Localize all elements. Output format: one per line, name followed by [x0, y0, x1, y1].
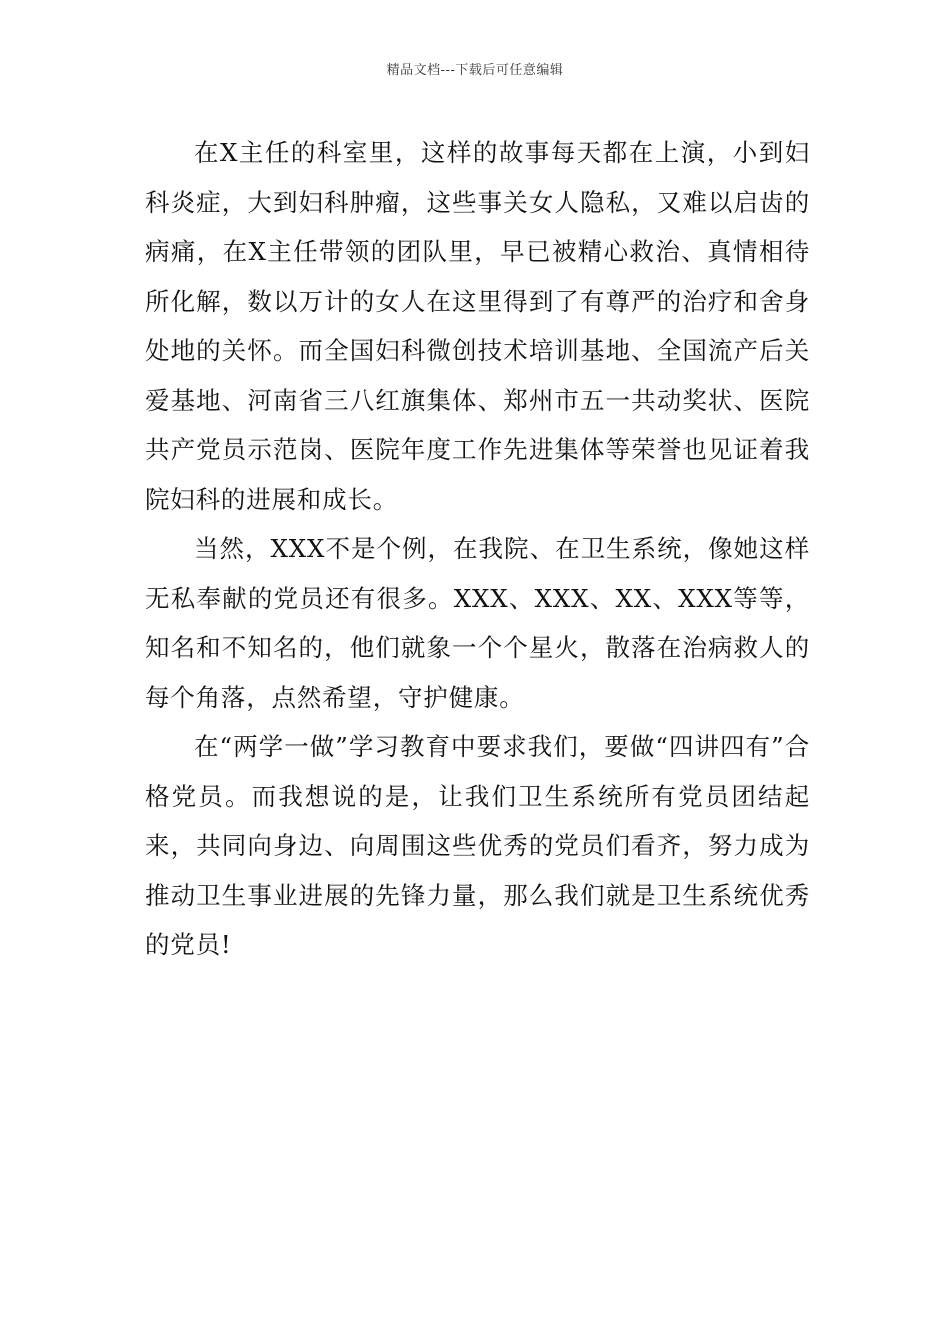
page-header: 精品文档---下载后可任意编辑: [386, 63, 564, 78]
document-body: [145, 128, 810, 970]
paragraph-1: 在X主任的科室里，这样的故事每天都在上演，小到妇科炎症，大到妇科肿瘤，这些事关女人隐私，又难以启齿的病痛，在X主任带领的团队里，早已被精心救治、真情相待所化解，数以万计的女人在这里得到了有尊严的治疗和舍身处地的关怀。而全国妇科微创技术培训基地、全国流产后关爱基地、河南省三八红旗集体、郑州市五一共动奖状、医院共产党员示范岗、医院年度工作先进集体等荣誉也见证着我院妇科的进展和成长。: [145, 138, 810, 514]
paragraph-2: 当然，XXX不是个例，在我院、在卫生系统，像她这样无私奉献的党员还有很多。XXX、XXX、XX、XXX等等，知名和不知名的，他们就象一个个星火，散落在治病救人的每个角落，点然希望，守护健康。: [145, 534, 810, 712]
paragraph-3: 在“两学一做”学习教育中要求我们，要做“四讲四有”合格党员。而我想说的是，让我们卫生系统所有党员团结起来，共同向身边、向周围这些优秀的党员们看齐，努力成为推动卫生事业进展的先锋力量，那么我们就是卫生系统优秀的党员!: [145, 732, 810, 959]
